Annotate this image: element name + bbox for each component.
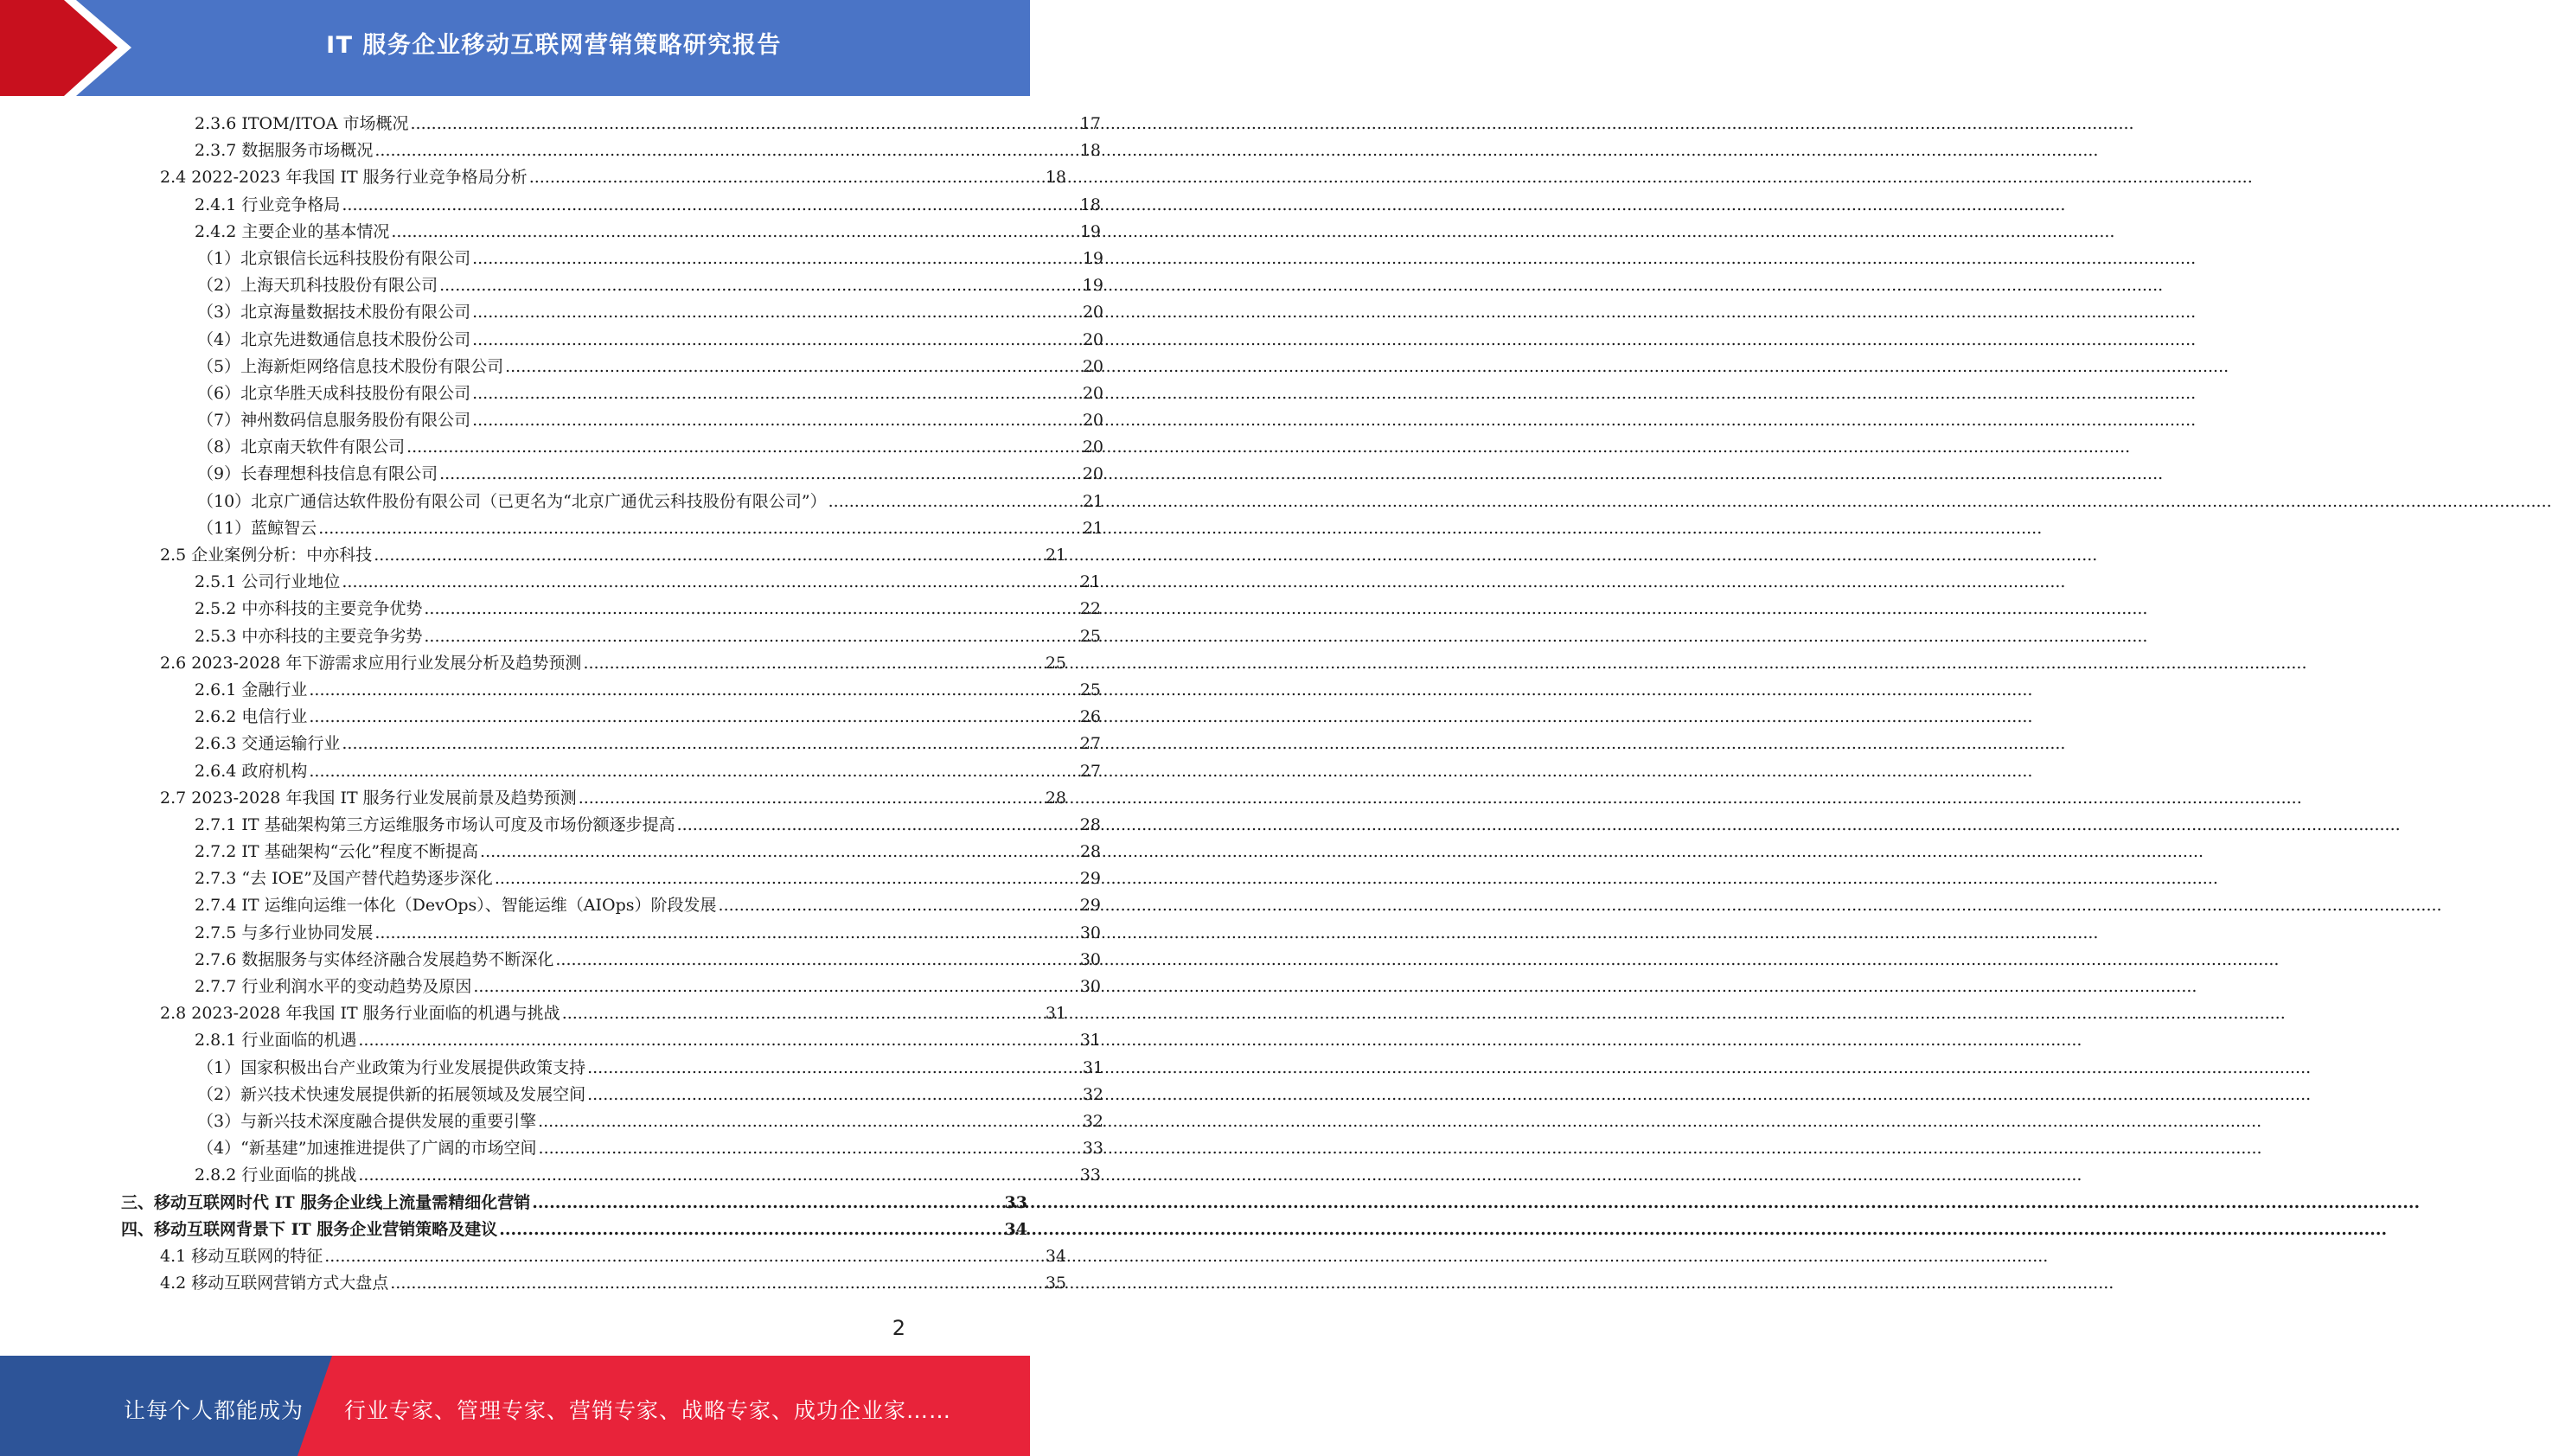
toc-entry-page: 30 <box>1079 923 1101 942</box>
toc-dot-leader <box>391 219 1078 246</box>
header-banner <box>0 0 1030 96</box>
toc-entry-title: （10）北京广通信达软件股份有限公司（已更名为“北京广通优云科技股份有限公司”） <box>197 491 827 511</box>
toc-entry-title: （1）国家积极出台产业政策为行业发展提供政策支持 <box>197 1057 586 1077</box>
toc-entry-page: 19 <box>1079 221 1101 241</box>
toc-entry-page: 30 <box>1079 977 1101 996</box>
toc-entry-title: （4）“新基建”加速推进提供了广阔的市场空间 <box>197 1139 537 1159</box>
toc-entry[interactable] <box>0 246 1103 272</box>
toc-dot-leader <box>411 111 1078 137</box>
toc-dot-leader <box>472 327 1081 354</box>
toc-dot-leader <box>342 731 1078 757</box>
toc-dot-leader <box>583 650 1043 677</box>
toc-dot-leader <box>472 246 1081 272</box>
toc-entry[interactable] <box>0 892 1101 919</box>
toc-dot-leader <box>555 947 1078 974</box>
toc-entry[interactable] <box>0 1082 1103 1108</box>
toc-entry-title: 2.7.1 IT 基础架构第三方运维服务市场认可度及市场份额逐步提高 <box>195 814 675 834</box>
toc-dot-leader <box>505 354 1081 380</box>
toc-entry[interactable] <box>0 137 1101 164</box>
toc-dot-leader <box>495 865 1078 892</box>
toc-entry-title: 2.8.2 行业面临的挑战 <box>195 1165 357 1185</box>
toc-dot-leader <box>579 785 1044 812</box>
toc-dot-leader <box>374 137 1078 164</box>
toc-entry[interactable] <box>0 327 1103 354</box>
toc-entry-page: 25 <box>1045 653 1066 673</box>
toc-dot-leader <box>358 1162 1078 1189</box>
footer-slogan-left: 让每个人都能成为 <box>124 1398 304 1423</box>
toc-entry[interactable] <box>0 731 1101 757</box>
toc-entry[interactable] <box>0 785 1066 812</box>
toc-entry-page: 31 <box>1082 1057 1103 1077</box>
toc-entry-title: （1）北京银信长远科技股份有限公司 <box>197 248 471 268</box>
toc-entry-title: （7）神州数码信息服务股份有限公司 <box>197 411 471 431</box>
toc-entry[interactable] <box>0 515 1103 542</box>
toc-entry[interactable] <box>0 434 1103 461</box>
toc-entry-title: 2.5.2 中亦科技的主要竞争优势 <box>195 599 423 619</box>
toc-entry-title: 2.7.3 “去 IOE”及国产替代趋势逐步深化 <box>195 869 493 889</box>
toc-entry-page: 25 <box>1079 680 1101 699</box>
toc-entry-title: 4.1 移动互联网的特征 <box>160 1246 323 1266</box>
toc-entry[interactable] <box>0 650 1066 677</box>
toc-dot-leader <box>374 542 1044 569</box>
toc-entry[interactable] <box>0 354 1103 380</box>
table-of-contents <box>0 111 1103 1297</box>
toc-entry-page: 25 <box>1079 626 1101 646</box>
toc-entry-page: 17 <box>1079 114 1101 133</box>
toc-entry[interactable] <box>0 1190 1027 1217</box>
toc-entry-title: 2.3.7 数据服务市场概况 <box>195 141 374 161</box>
toc-dot-leader <box>309 677 1078 704</box>
toc-dot-leader <box>532 1190 1002 1217</box>
toc-entry[interactable] <box>0 1027 1101 1054</box>
toc-entry[interactable] <box>0 704 1101 731</box>
page-number: 2 <box>892 1316 905 1340</box>
toc-entry-page: 20 <box>1082 464 1103 484</box>
toc-entry[interactable] <box>0 1243 1066 1270</box>
toc-entry-title: 2.6 2023-2028 年下游需求应用行业发展分析及趋势预测 <box>160 653 582 673</box>
toc-entry-title: 2.4.2 主要企业的基本情况 <box>195 221 390 241</box>
toc-entry-page: 28 <box>1079 842 1101 862</box>
toc-entry-title: 四、移动互联网背景下 IT 服务企业营销策略及建议 <box>121 1219 498 1239</box>
toc-entry-page: 20 <box>1082 437 1103 457</box>
footer-banner <box>0 1356 1030 1456</box>
toc-entry[interactable] <box>0 596 1101 623</box>
toc-entry-title: （4）北京先进数通信息技术股份公司 <box>197 329 471 349</box>
toc-dot-leader <box>424 596 1078 623</box>
toc-entry-page: 22 <box>1079 599 1101 619</box>
toc-dot-leader <box>538 1108 1081 1135</box>
toc-entry[interactable] <box>0 299 1103 326</box>
toc-dot-leader <box>342 569 1078 596</box>
toc-dot-leader <box>472 407 1081 434</box>
toc-entry-title: 三、移动互联网时代 IT 服务企业线上流量需精细化营销 <box>121 1192 531 1212</box>
toc-dot-leader <box>390 1270 1044 1297</box>
toc-entry[interactable] <box>0 489 1103 515</box>
toc-entry-page: 28 <box>1045 788 1066 808</box>
toc-entry-page: 33 <box>1079 1165 1101 1185</box>
toc-entry-title: 2.7.2 IT 基础架构“云化”程度不断提高 <box>195 842 479 862</box>
toc-entry[interactable] <box>0 407 1103 434</box>
toc-dot-leader <box>480 839 1078 865</box>
toc-entry[interactable] <box>0 380 1103 407</box>
toc-entry[interactable] <box>0 192 1101 219</box>
toc-entry[interactable] <box>0 164 1066 191</box>
toc-entry-title: 2.7.6 数据服务与实体经济融合发展趋势不断深化 <box>195 949 554 969</box>
toc-entry-page: 19 <box>1082 276 1103 296</box>
toc-dot-leader <box>473 974 1078 1000</box>
toc-entry-page: 26 <box>1079 707 1101 727</box>
toc-dot-leader <box>318 515 1081 542</box>
toc-entry-title: 2.6.2 电信行业 <box>195 707 308 727</box>
toc-entry[interactable] <box>0 569 1101 596</box>
toc-entry-page: 29 <box>1079 869 1101 889</box>
toc-dot-leader <box>677 812 1078 839</box>
toc-entry-title: （6）北京华胜天成科技股份有限公司 <box>197 383 471 403</box>
toc-entry-title: 2.7 2023-2028 年我国 IT 服务行业发展前景及趋势预测 <box>160 788 577 808</box>
toc-dot-leader <box>472 299 1081 326</box>
toc-dot-leader <box>424 623 1078 650</box>
toc-entry-title: 2.3.6 ITOM/ITOA 市场概况 <box>195 114 409 133</box>
toc-entry-title: 2.4.1 行业竞争格局 <box>195 195 341 214</box>
toc-dot-leader <box>406 434 1081 461</box>
toc-entry-title: 2.6.1 金融行业 <box>195 680 308 699</box>
toc-entry-page: 21 <box>1082 491 1103 511</box>
toc-entry[interactable] <box>0 812 1101 839</box>
toc-entry-page: 32 <box>1082 1084 1103 1104</box>
toc-entry-page: 20 <box>1082 303 1103 322</box>
toc-entry[interactable] <box>0 1108 1103 1135</box>
toc-entry-page: 20 <box>1082 411 1103 431</box>
toc-entry-title: 2.7.4 IT 运维向运维一体化（DevOps）、智能运维（AIOps）阶段发展 <box>195 896 717 916</box>
toc-dot-leader <box>562 1000 1044 1027</box>
toc-entry-title: 2.7.7 行业利润水平的变动趋势及原因 <box>195 977 472 996</box>
toc-entry[interactable] <box>0 461 1103 488</box>
toc-entry-title: 2.8.1 行业面临的机遇 <box>195 1031 357 1050</box>
toc-entry[interactable] <box>0 1000 1066 1027</box>
toc-entry[interactable] <box>0 677 1101 704</box>
toc-dot-leader <box>324 1243 1044 1270</box>
toc-entry-page: 31 <box>1045 1004 1066 1024</box>
toc-dot-leader <box>439 272 1081 299</box>
toc-entry-page: 34 <box>1045 1246 1066 1266</box>
toc-entry-title: 2.5.1 公司行业地位 <box>195 572 341 592</box>
toc-entry-page: 18 <box>1045 168 1066 188</box>
toc-entry[interactable] <box>0 920 1101 947</box>
toc-entry-title: 2.6.4 政府机构 <box>195 761 308 781</box>
toc-entry[interactable] <box>0 272 1103 299</box>
toc-entry-title: 2.6.3 交通运输行业 <box>195 734 341 754</box>
toc-entry-page: 33 <box>1004 1192 1027 1212</box>
toc-entry-page: 21 <box>1079 572 1101 592</box>
toc-dot-leader <box>719 892 1078 919</box>
document-title: IT 服务企业移动互联网营销策略研究报告 <box>326 32 782 59</box>
toc-entry-page: 20 <box>1082 329 1103 349</box>
toc-entry-title: （5）上海新炬网络信息技术股份有限公司 <box>197 356 504 376</box>
footer-slogan-right: 行业专家、管理专家、营销专家、战略专家、成功企业家…… <box>344 1398 952 1423</box>
toc-dot-leader <box>309 758 1078 785</box>
toc-entry[interactable] <box>0 111 1101 137</box>
toc-entry-page: 29 <box>1079 896 1101 916</box>
toc-entry-page: 27 <box>1079 761 1101 781</box>
toc-entry-title: 2.5.3 中亦科技的主要竞争劣势 <box>195 626 423 646</box>
toc-entry-page: 32 <box>1082 1111 1103 1131</box>
toc-entry-page: 31 <box>1079 1031 1101 1050</box>
toc-entry-page: 18 <box>1079 195 1101 214</box>
toc-entry-page: 27 <box>1079 734 1101 754</box>
toc-entry-page: 35 <box>1045 1274 1066 1293</box>
toc-entry-title: （2）新兴技术快速发展提供新的拓展领域及发展空间 <box>197 1084 586 1104</box>
toc-entry[interactable] <box>0 1135 1103 1162</box>
toc-dot-leader <box>828 489 1081 515</box>
toc-entry[interactable] <box>0 865 1101 892</box>
toc-dot-leader <box>472 380 1081 407</box>
toc-entry-page: 34 <box>1004 1219 1027 1239</box>
toc-dot-leader <box>587 1082 1081 1108</box>
toc-entry-page: 20 <box>1082 356 1103 376</box>
toc-entry-title: （9）长春理想科技信息有限公司 <box>197 464 438 484</box>
toc-dot-leader <box>539 1135 1081 1162</box>
toc-dot-leader <box>439 461 1081 488</box>
toc-dot-leader <box>358 1027 1078 1054</box>
toc-entry[interactable] <box>0 839 1101 865</box>
toc-entry[interactable] <box>0 1055 1103 1082</box>
toc-entry-title: 4.2 移动互联网营销方式大盘点 <box>160 1274 389 1293</box>
toc-entry[interactable] <box>0 947 1101 974</box>
toc-dot-leader <box>587 1055 1081 1082</box>
toc-dot-leader <box>499 1217 1002 1243</box>
toc-entry-title: （11）蓝鲸智云 <box>197 518 317 538</box>
toc-entry-title: （8）北京南天软件有限公司 <box>197 437 406 457</box>
toc-entry-title: （3）北京海量数据技术股份有限公司 <box>197 303 471 322</box>
toc-entry[interactable] <box>0 219 1101 246</box>
toc-entry-title: 2.8 2023-2028 年我国 IT 服务行业面临的机遇与挑战 <box>160 1004 560 1024</box>
toc-dot-leader <box>374 920 1078 947</box>
toc-entry-page: 21 <box>1082 518 1103 538</box>
toc-entry[interactable] <box>0 758 1101 785</box>
toc-entry-title: 2.4 2022-2023 年我国 IT 服务行业竞争格局分析 <box>160 168 528 188</box>
toc-entry[interactable] <box>0 1162 1101 1189</box>
toc-entry-title: 2.5 企业案例分析：中亦科技 <box>160 546 373 565</box>
toc-entry[interactable] <box>0 542 1066 569</box>
toc-entry-title: （3）与新兴技术深度融合提供发展的重要引擎 <box>197 1111 537 1131</box>
toc-entry-page: 28 <box>1079 814 1101 834</box>
toc-dot-leader <box>529 164 1044 191</box>
toc-entry-title: （2）上海天玑科技股份有限公司 <box>197 276 438 296</box>
toc-entry-page: 21 <box>1045 546 1066 565</box>
toc-entry[interactable] <box>0 1217 1027 1243</box>
toc-entry-page: 33 <box>1082 1139 1103 1159</box>
toc-entry-title: 2.7.5 与多行业协同发展 <box>195 923 374 942</box>
toc-entry[interactable] <box>0 974 1101 1000</box>
toc-dot-leader <box>309 704 1078 731</box>
toc-entry-page: 19 <box>1082 248 1103 268</box>
toc-entry-page: 30 <box>1079 949 1101 969</box>
toc-entry-page: 20 <box>1082 383 1103 403</box>
toc-dot-leader <box>342 192 1078 219</box>
toc-entry[interactable] <box>0 1270 1066 1297</box>
toc-entry[interactable] <box>0 623 1101 650</box>
toc-entry-page: 18 <box>1079 141 1101 161</box>
